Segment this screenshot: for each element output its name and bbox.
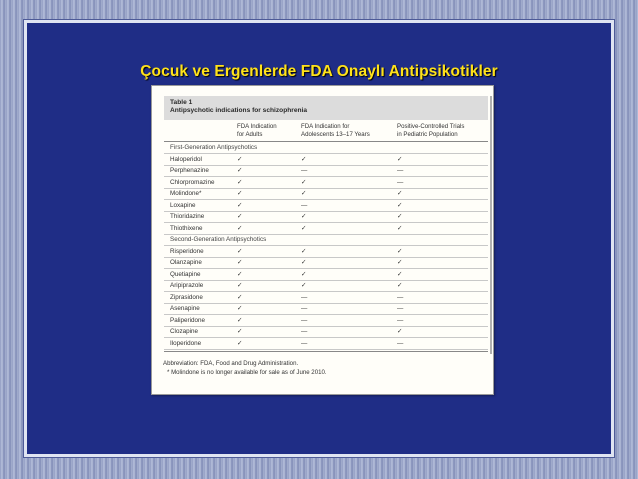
pediatric-trials-cell: ✓: [397, 213, 403, 220]
column-header-adolescents-line1: FDA Indication for: [301, 123, 350, 130]
table-bottom-divider: [164, 351, 488, 352]
table-row: [164, 223, 488, 235]
adolescents-indication-cell: —: [301, 316, 308, 324]
drug-name-cell: Paliperidone: [170, 316, 206, 324]
adults-indication-cell: ✓: [237, 270, 243, 278]
adults-indication-cell: ✓: [237, 201, 243, 209]
column-header-trials-line2: in Pediatric Population: [397, 131, 458, 138]
adults-indication-cell: ✓: [237, 155, 243, 163]
table-header-band: [164, 96, 488, 120]
adults-indication-cell: ✓: [237, 259, 243, 266]
adults-indication-cell: ✓: [237, 316, 243, 324]
drug-name-cell: Olanzapine: [170, 259, 202, 266]
table: [163, 96, 492, 354]
pediatric-trials-cell: —: [397, 293, 404, 301]
drug-name-cell: Perphenazine: [170, 167, 209, 174]
adolescents-indication-cell: ✓: [301, 213, 307, 220]
pediatric-trials-cell: —: [397, 305, 404, 312]
adolescents-indication-cell: ✓: [301, 270, 307, 278]
drug-name-cell: Thiothixene: [170, 224, 203, 232]
pediatric-trials-cell: —: [397, 178, 404, 186]
column-header-adults: [237, 123, 277, 139]
adolescents-indication-cell: —: [301, 305, 308, 312]
pediatric-trials-cell: ✓: [397, 190, 403, 197]
adolescents-indication-cell: —: [301, 328, 308, 335]
table-row: [164, 338, 488, 350]
table-figure: [151, 85, 494, 395]
pediatric-trials-cell: ✓: [397, 224, 403, 232]
adolescents-indication-cell: ✓: [301, 224, 307, 232]
pediatric-trials-cell: ✓: [397, 328, 403, 335]
adolescents-indication-cell: ✓: [301, 155, 307, 163]
table-row: [164, 211, 488, 223]
drug-name-cell: Asenapine: [170, 305, 200, 312]
table-row: [164, 200, 488, 212]
slide: [24, 20, 614, 457]
adults-indication-cell: ✓: [237, 328, 243, 335]
table-row: [164, 303, 488, 315]
adults-indication-cell: ✓: [237, 247, 243, 255]
adults-indication-cell: ✓: [237, 339, 243, 347]
slide-title: Çocuk ve Ergenlerde FDA Onaylı Antipsikotikler: [140, 63, 498, 80]
section-title: First-Generation Antipsychotics: [170, 144, 258, 151]
adults-indication-cell: ✓: [237, 213, 243, 220]
adults-indication-cell: ✓: [237, 178, 243, 186]
adolescents-indication-cell: —: [301, 293, 308, 301]
adults-indication-cell: ✓: [237, 190, 243, 197]
table-row: [164, 280, 488, 292]
drug-name-cell: Ziprasidone: [170, 293, 203, 301]
adults-indication-cell: ✓: [237, 224, 243, 232]
drug-name-cell: Clozapine: [170, 328, 199, 335]
adolescents-indication-cell: —: [301, 167, 308, 174]
pediatric-trials-cell: ✓: [397, 247, 403, 255]
drug-name-cell: Loxapine: [170, 201, 196, 209]
table-row: [164, 154, 488, 166]
adolescents-indication-cell: ✓: [301, 190, 307, 197]
pediatric-trials-cell: ✓: [397, 201, 403, 209]
column-header-adults-line1: FDA Indication: [237, 123, 277, 130]
drug-name-cell: Aripiprazole: [170, 282, 204, 289]
drug-name-cell: Haloperidol: [170, 155, 202, 163]
column-header-adults-line2: for Adults: [237, 131, 263, 138]
table-row: [164, 315, 488, 327]
table-row: [164, 269, 488, 281]
table-row: [164, 326, 488, 338]
pediatric-trials-cell: ✓: [397, 282, 403, 289]
adults-indication-cell: ✓: [237, 282, 243, 289]
section-header: [164, 234, 488, 246]
adolescents-indication-cell: ✓: [301, 259, 307, 266]
column-header-adolescents-line2: Adolescents 13–17 Years: [301, 131, 370, 138]
table-row: [164, 188, 488, 200]
adolescents-indication-cell: ✓: [301, 178, 307, 186]
table-caption: Antipsychotic indications for schizophrenia: [170, 107, 308, 114]
footnote-abbreviation: Abbreviation: FDA, Food and Drug Administration.: [163, 360, 299, 367]
adolescents-indication-cell: ✓: [301, 247, 307, 255]
pediatric-trials-cell: —: [397, 167, 404, 174]
drug-name-cell: Molindone*: [170, 190, 202, 197]
pediatric-trials-cell: ✓: [397, 270, 403, 278]
section-title: Second-Generation Antipsychotics: [170, 236, 267, 243]
table-row: [164, 292, 488, 304]
pediatric-trials-cell: ✓: [397, 259, 403, 266]
adolescents-indication-cell: —: [301, 201, 308, 209]
column-header-adolescents: [301, 123, 370, 139]
drug-name-cell: Iloperidone: [170, 339, 202, 347]
column-header-trials-line1: Positive-Controlled Trials: [397, 123, 465, 130]
pediatric-trials-cell: —: [397, 339, 404, 347]
pediatric-trials-cell: ✓: [397, 155, 403, 163]
table-row: [164, 165, 488, 177]
drug-name-cell: Risperidone: [170, 247, 204, 255]
adolescents-indication-cell: ✓: [301, 282, 307, 289]
column-header-trials: [397, 123, 464, 139]
adolescents-indication-cell: —: [301, 339, 308, 347]
adults-indication-cell: ✓: [237, 305, 243, 312]
table-row: [164, 246, 488, 258]
pediatric-trials-cell: —: [397, 316, 404, 324]
table-label: Table 1: [170, 99, 193, 106]
adults-indication-cell: ✓: [237, 293, 243, 301]
adults-indication-cell: ✓: [237, 167, 243, 174]
section-header: [164, 142, 488, 154]
footnote-molindone: * Molindone is no longer available for sale as of June 2010.: [167, 369, 327, 376]
table-row: [164, 257, 488, 269]
drug-name-cell: Thioridazine: [170, 213, 205, 220]
drug-name-cell: Chlorpromazine: [170, 178, 215, 186]
drug-name-cell: Quetiapine: [170, 270, 201, 278]
table-row: [164, 177, 488, 189]
